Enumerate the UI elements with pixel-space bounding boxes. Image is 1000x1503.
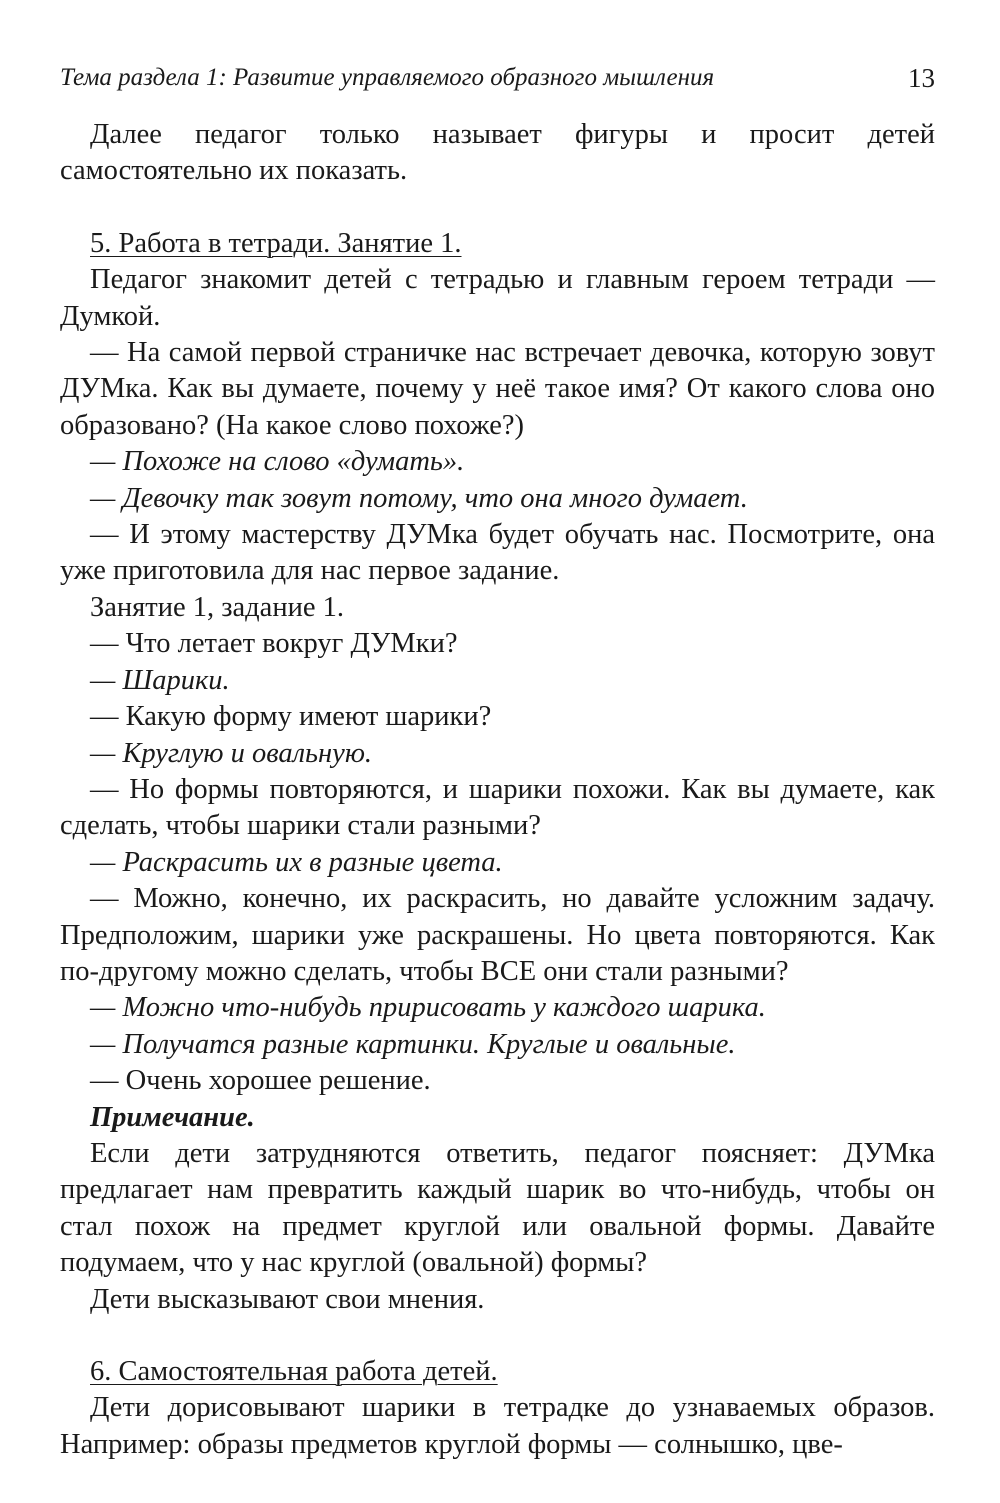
task-label: Занятие 1, задание 1. [90, 591, 344, 623]
child-answer: — Получатся разные картинки. Круглые и овальные. [90, 1028, 736, 1060]
note-heading [60, 1100, 935, 1136]
section-heading-6 [60, 1354, 935, 1390]
page-body [60, 117, 935, 1463]
dialogue-line: — Какую форму имеют шарики? [90, 701, 492, 733]
page-number: 13 [908, 63, 935, 93]
paragraph: Если дети затрудняются ответить, педагог поясняет: ДУМка предлагает нам превратить каждый шарик во что-нибудь, чтобы он стал похож на предмет круглой или овальной формы. Давайте подумаем, что у нас круглой (овальной) формы? [60, 1137, 935, 1279]
dialogue-line: — Можно, конечно, их раскрасить, но давайте усложним задачу. Предположим, шарики уже раскрашены. Но цвета повторяются. Как по-другому можно сделать, чтобы ВСЕ они стали разными? [60, 883, 935, 987]
section-heading-5 [60, 226, 935, 262]
dialogue-line: — Что летает вокруг ДУМки? [90, 628, 458, 660]
child-answer: — Похоже на слово «думать». [90, 446, 465, 478]
child-answer: — Круглую и овальную. [90, 737, 373, 769]
note-heading-text: Примечание. [90, 1101, 255, 1133]
paragraph: Педагог знакомит детей с тетрадью и главным героем тетради — Думкой. [60, 264, 935, 332]
dialogue-line: — Но формы повторяются, и шарики похожи. Как вы думаете, как сделать, чтобы шарики стали разными? [60, 773, 935, 842]
running-header [60, 60, 935, 96]
paragraph: Дети высказывают свои мнения. [90, 1283, 485, 1315]
dialogue-line: — На самой первой страничке нас встречает девочка, которую зовут ДУМка. Как вы думаете, почему у неё такое имя? От какого слова оно образовано? (На какое слово похоже?) [60, 337, 935, 441]
paragraph: Далее педагог только называет фигуры и просит детей самостоятельно их показать. [60, 119, 935, 187]
running-title: Тема раздела 1: Развитие управляемого образного мышления [60, 64, 715, 91]
section-heading-5-text: 5. Работа в тетради. Занятие 1. [90, 227, 462, 259]
dialogue-line: — Очень хорошее решение. [90, 1065, 431, 1097]
child-answer: — Раскрасить их в разные цвета. [90, 846, 503, 878]
dialogue-line: — И этому мастерству ДУМка будет обучать нас. Посмотрите, она уже приготовила для нас первое задание. [60, 519, 935, 587]
paragraph: Дети дорисовывают шарики в тетрадке до узнаваемых образов. Например: образы предметов круглой формы — солнышко, цве- [60, 1392, 935, 1460]
child-answer: — Можно что-нибудь пририсовать у каждого шарика. [90, 992, 766, 1024]
child-answer: — Шарики. [90, 664, 230, 696]
section-heading-6-text: 6. Самостоятельная работа детей. [90, 1356, 498, 1387]
child-answer: — Девочку так зовут потому, что она много думает. [90, 482, 748, 514]
